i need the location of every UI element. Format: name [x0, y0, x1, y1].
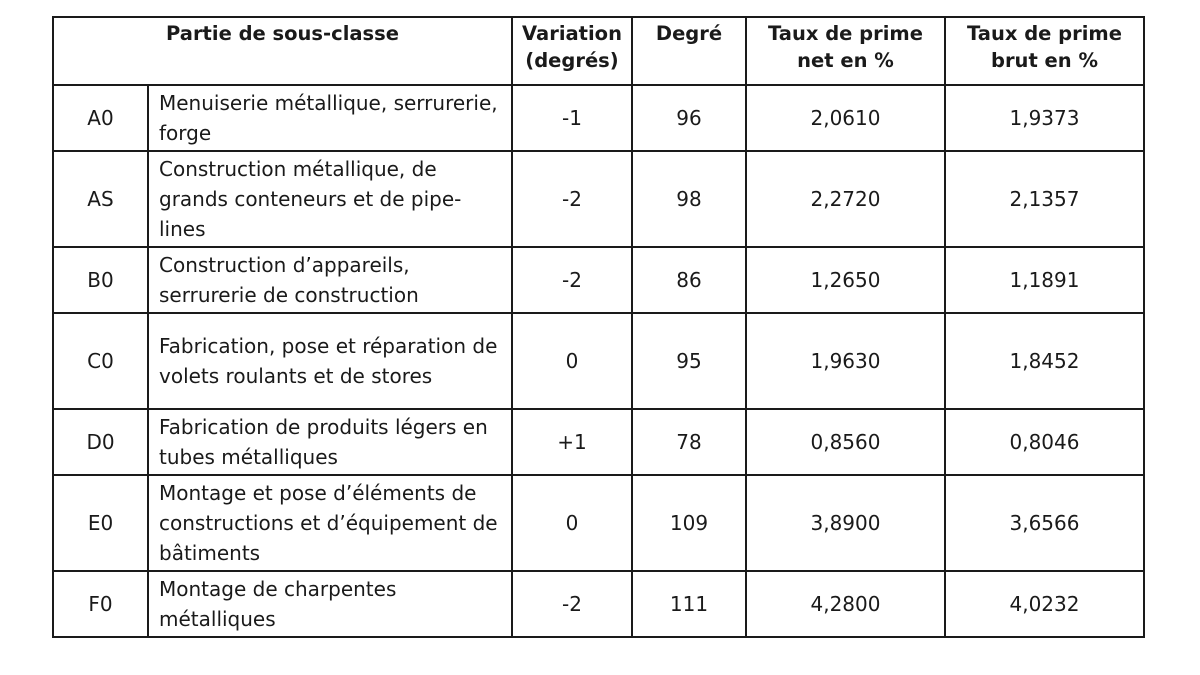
table-row — [53, 313, 1144, 409]
row-gross-rate: 1,9373 — [945, 85, 1144, 151]
row-description: Construction d’appareils, serrurerie de construction — [148, 247, 512, 313]
premium-rates-table — [52, 16, 1145, 638]
row-variation: -2 — [512, 571, 632, 637]
row-net-rate: 0,8560 — [746, 409, 945, 475]
row-variation: 0 — [512, 475, 632, 571]
row-variation: -1 — [512, 85, 632, 151]
table-row — [53, 247, 1144, 313]
row-variation: +1 — [512, 409, 632, 475]
table-row — [53, 85, 1144, 151]
row-gross-rate: 4,0232 — [945, 571, 1144, 637]
row-description: Fabrication de produits légers en tubes métalliques — [148, 409, 512, 475]
row-code: B0 — [53, 247, 148, 313]
row-net-rate: 1,2650 — [746, 247, 945, 313]
row-code: C0 — [53, 313, 148, 409]
row-description: Construction métallique, de grands conteneurs et de pipe-lines — [148, 151, 512, 247]
row-net-rate: 2,2720 — [746, 151, 945, 247]
row-gross-rate: 0,8046 — [945, 409, 1144, 475]
row-code: F0 — [53, 571, 148, 637]
row-degree: 111 — [632, 571, 746, 637]
header-gross-rate: Taux de prime brut en % — [945, 17, 1144, 85]
header-subclass: Partie de sous-classe — [53, 17, 512, 85]
table-row — [53, 571, 1144, 637]
header-net-rate: Taux de prime net en % — [746, 17, 945, 85]
row-code: A0 — [53, 85, 148, 151]
header-variation: Variation (degrés) — [512, 17, 632, 85]
header-degree: Degré — [632, 17, 746, 85]
row-gross-rate: 2,1357 — [945, 151, 1144, 247]
row-net-rate: 2,0610 — [746, 85, 945, 151]
row-code: E0 — [53, 475, 148, 571]
row-degree: 98 — [632, 151, 746, 247]
row-code: D0 — [53, 409, 148, 475]
row-net-rate: 3,8900 — [746, 475, 945, 571]
table-row — [53, 409, 1144, 475]
table-row — [53, 151, 1144, 247]
row-degree: 86 — [632, 247, 746, 313]
row-degree: 109 — [632, 475, 746, 571]
header-row — [53, 17, 1144, 85]
row-degree: 78 — [632, 409, 746, 475]
table-row — [53, 475, 1144, 571]
row-gross-rate: 3,6566 — [945, 475, 1144, 571]
row-variation: -2 — [512, 247, 632, 313]
row-gross-rate: 1,1891 — [945, 247, 1144, 313]
row-code: AS — [53, 151, 148, 247]
row-variation: 0 — [512, 313, 632, 409]
row-gross-rate: 1,8452 — [945, 313, 1144, 409]
row-description: Menuiserie métallique, serrurerie, forge — [148, 85, 512, 151]
row-description: Montage de charpentes métalliques — [148, 571, 512, 637]
row-net-rate: 4,2800 — [746, 571, 945, 637]
row-variation: -2 — [512, 151, 632, 247]
row-net-rate: 1,9630 — [746, 313, 945, 409]
row-degree: 96 — [632, 85, 746, 151]
row-description: Fabrication, pose et réparation de volets roulants et de stores — [148, 313, 512, 409]
row-description: Montage et pose d’éléments de constructions et d’équipement de bâtiments — [148, 475, 512, 571]
row-degree: 95 — [632, 313, 746, 409]
